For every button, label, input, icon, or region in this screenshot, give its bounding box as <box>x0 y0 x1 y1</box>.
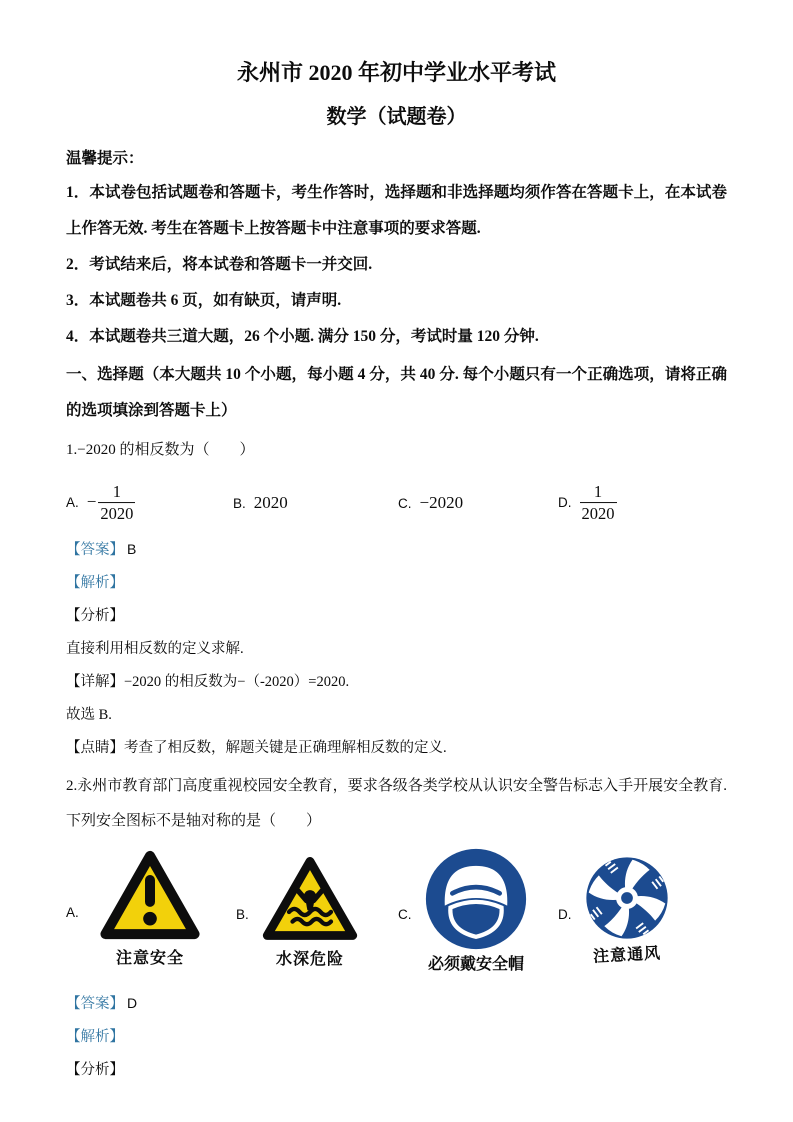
q2-option-b-caption: 水深危险 <box>275 951 344 968</box>
q2-option-d-label: D. <box>558 907 572 922</box>
notice-item-2: 2．考试结来后，将本试卷和答题卡一并交回. <box>66 256 373 273</box>
fraction-denominator: 2020 <box>581 504 615 524</box>
question-1-options-row <box>66 473 727 533</box>
q2-answer-line <box>66 987 727 1021</box>
fraction-numerator: 1 <box>580 481 617 503</box>
deep-water-danger-triangle-icon <box>262 853 358 943</box>
q1-option-c-label: C. <box>398 496 412 511</box>
q2-jiexi-label: 【解析】 <box>66 1029 124 1045</box>
q1-jiexi-label: 【解析】 <box>66 575 124 591</box>
q1-analysis-text: 直接利用相反数的定义求解. <box>66 641 244 657</box>
fraction <box>580 481 617 525</box>
q2-option-a-caption: 注意安全 <box>115 950 184 967</box>
q1-option-c-value: −2020 <box>419 493 464 512</box>
section-heading: 一、选择题（本大题共 10 个小题，每小题 4 分，共 40 分. 每个小题只有一个正确选项，请将正确的选项填涂到答题卡上） <box>66 366 727 419</box>
fraction <box>98 481 135 525</box>
page-subtitle: 数学（试题卷） <box>326 106 467 128</box>
notice-item-1: 1．本试卷包括试题卷和答题卡，考生作答时，选择题和非选择题均须作答在答题卡上，在本试卷上作答无效. 考生在答题卡上按答题卡中注意事项的要求答题. <box>66 184 727 237</box>
q1-fenxi-label: 【分析】 <box>66 608 124 624</box>
q2-option-d-caption: 注意通风 <box>592 945 662 966</box>
q1-answer-line <box>66 533 727 567</box>
question-1-stem: 1.−2020 的相反数为（ ） <box>66 442 255 458</box>
q1-option-d <box>558 481 617 525</box>
q1-detail-text: −2020 的相反数为−（-2020）=2020. <box>124 674 350 690</box>
minus-sign: − <box>86 491 97 511</box>
q1-option-c <box>398 493 463 513</box>
q2-option-c-caption: 必须戴安全帽 <box>427 956 524 973</box>
q2-answer-value: D <box>127 995 138 1011</box>
answer-label: 【答案】 <box>66 996 124 1012</box>
q1-option-b <box>233 493 288 513</box>
q2-fenxi-label: 【分析】 <box>66 1062 124 1078</box>
q1-detail-label: 【详解】 <box>66 674 124 690</box>
q2-option-c-label: C. <box>398 907 412 922</box>
q1-note-line <box>66 732 727 765</box>
page-title: 永州市 2020 年初中学业水平考试 <box>236 60 556 85</box>
q1-option-b-label: B. <box>233 496 246 511</box>
notice-item-3: 3．本试题卷共 6 页，如有缺页，请声明. <box>66 292 342 309</box>
q1-note-text: 考查了相反数，解题关键是正确理解相反数的定义. <box>124 740 447 756</box>
notice-heading: 温馨提示： <box>66 150 144 167</box>
notice-item-4: 4．本试题卷共三道大题，26 个小题. 满分 150 分，考试时量 120 分钟. <box>66 328 539 345</box>
q1-option-d-label: D. <box>558 494 572 510</box>
q2-option-b-label: B. <box>236 907 249 922</box>
q1-note-label: 【点睛】 <box>66 740 124 756</box>
warning-exclamation-triangle-icon <box>100 849 200 941</box>
q1-conclusion: 故选 B. <box>66 707 112 723</box>
q1-option-b-value: 2020 <box>253 493 288 512</box>
q1-detail-line <box>66 666 727 699</box>
question-2-options-row <box>66 847 727 981</box>
ventilation-fan-circle-icon <box>584 855 670 941</box>
q2-option-a-label: A. <box>66 905 79 920</box>
q1-option-a <box>66 481 135 525</box>
answer-label: 【答案】 <box>66 542 124 558</box>
question-2-stem: 2.永州市教育部门高度重视校园安全教育，要求各级各类学校从认识安全警告标志入手开展安全教育. 下列安全图标不是轴对称的是（ ） <box>66 778 727 829</box>
q1-option-a-label: A. <box>66 494 79 510</box>
must-wear-helmet-circle-icon <box>424 847 528 951</box>
fraction-numerator: 1 <box>98 481 135 503</box>
q1-answer-value: B <box>127 541 137 557</box>
fraction-denominator: 2020 <box>100 504 134 524</box>
